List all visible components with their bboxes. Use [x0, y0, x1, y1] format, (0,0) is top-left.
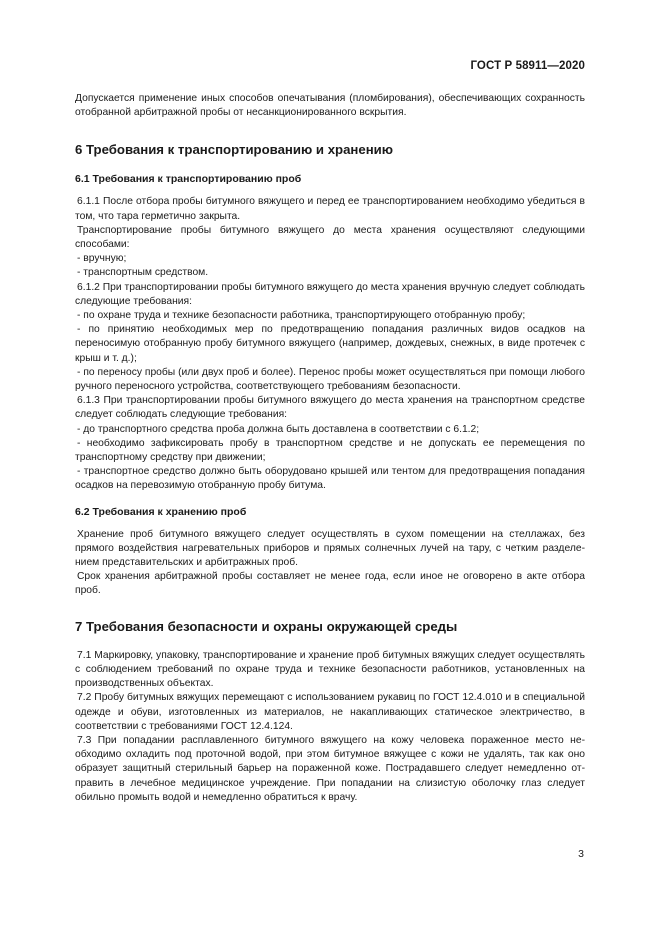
list-item-roof: - транспортное средство должно быть оборудовано крышей или тентом для предотвращения попадания осадков на перевозимую отобранную пробу битума. — [75, 466, 585, 492]
paragraph-7-3: 7.3 При попадании расплавленного битумного вяжущего на кожу человека пораженное место необходимо охладить под проточной водой, при этом битумное вяжущее с кожи не удалять, так как оно образует защитный стерильный барьер на пораженной коже. Пострадавшего следует немедленно отправить в лечебное медицинское учреждение. При попадании на слизистую оболочку глаз следует обильно промыть водой и немедленно обратиться к врачу. — [75, 734, 585, 803]
intro-paragraph: Допускается применение иных способов опечатывания (пломбирования), обеспечивающих сохранность отобранной арбитражной пробы от несанкционированного вскрытия. — [75, 93, 585, 119]
section-6-1-title: 6.1 Требования к транспортированию проб — [75, 173, 302, 186]
paragraph-7-1: 7.1 Маркировку, упаковку, транспортирование и хранение проб битумных вяжущих следует осуществлять с соблюдением требований по охране труда и технике безопасности работников, установленных на производственных объектах. — [75, 649, 585, 690]
page-number: 3 — [578, 848, 584, 860]
list-item-precipitation: - по принятию необходимых мер по предотвращению попадания различных видов осадков на переносимую отобранную пробу битумного вяжущего (например, дождевых, снежных, в виде протечек с крыш и т. д.); — [75, 324, 585, 364]
list-item-delivery: - до транспортного средства проба должна быть доставлена в соответствии с 6.1.2; — [77, 423, 480, 435]
list-item-safety: - по охране труда и технике безопасности работника, транспортирующего отобранную пробу; — [77, 310, 526, 322]
list-item-vehicle: - транспортным средством. — [77, 267, 209, 279]
list-item-manual: - вручную; — [77, 253, 127, 265]
paragraph-7-2: 7.2 Пробу битумных вяжущих перемещают с использованием рукавиц по ГОСТ 12.4.010 и в специальной одежде и обуви, изготовленных из материалов, не накапливающих статическое электричество, в соответствии с требованиями ГОСТ 12.4.124. — [75, 692, 585, 732]
document-id: ГОСТ Р 58911—2020 — [470, 60, 585, 72]
document-body — [75, 92, 585, 805]
paragraph-6-1-2: 6.1.2 При транспортировании пробы битумного вяжущего до места хранения вручную следует соблюдать следующие требования: — [75, 281, 585, 307]
section-6-title: 6 Требования к транспортированию и хранению — [75, 142, 394, 158]
list-item-carry: - по переносу пробы (или двух проб и более). Перенос пробы может осуществляться при помощи любого ручного переносного устройства, соответствующего требованиям безопасности. — [75, 366, 585, 393]
section-6-2-title: 6.2 Требования к хранению проб — [75, 505, 247, 518]
paragraph-transport-methods: Транспортирование пробы битумного вяжущего до места хранения осуществляют следующими способами: — [75, 224, 585, 251]
section-7-title: 7 Требования безопасности и охраны окружающей среды — [75, 618, 458, 634]
paragraph-6-1-3: 6.1.3 При транспортировании пробы битумного вяжущего до места хранения на транспортном средстве следует соблюдать следующие требования: — [75, 395, 585, 421]
list-item-fix: - необходимо зафиксировать пробу в транспортном средстве и не допускать ее перемещения по транспортному средству при движении; — [75, 437, 585, 464]
paragraph-storage: Хранение проб битумного вяжущего следует осуществлять в сухом помещении на стеллажах, без прямого воздействия нагревательных приборов и прямых солнечных лучей на тару, с четким разделением представительских и арбитражных проб. — [75, 528, 585, 569]
paragraph-6-1-1: 6.1.1 После отбора пробы битумного вяжущего и перед ее транспортированием необходимо убедиться в том, что тара герметично закрыта. — [75, 196, 585, 222]
paragraph-storage-term: Срок хранения арбитражной пробы составляет не менее года, если иное не оговорено в акте отбора проб. — [75, 571, 585, 597]
